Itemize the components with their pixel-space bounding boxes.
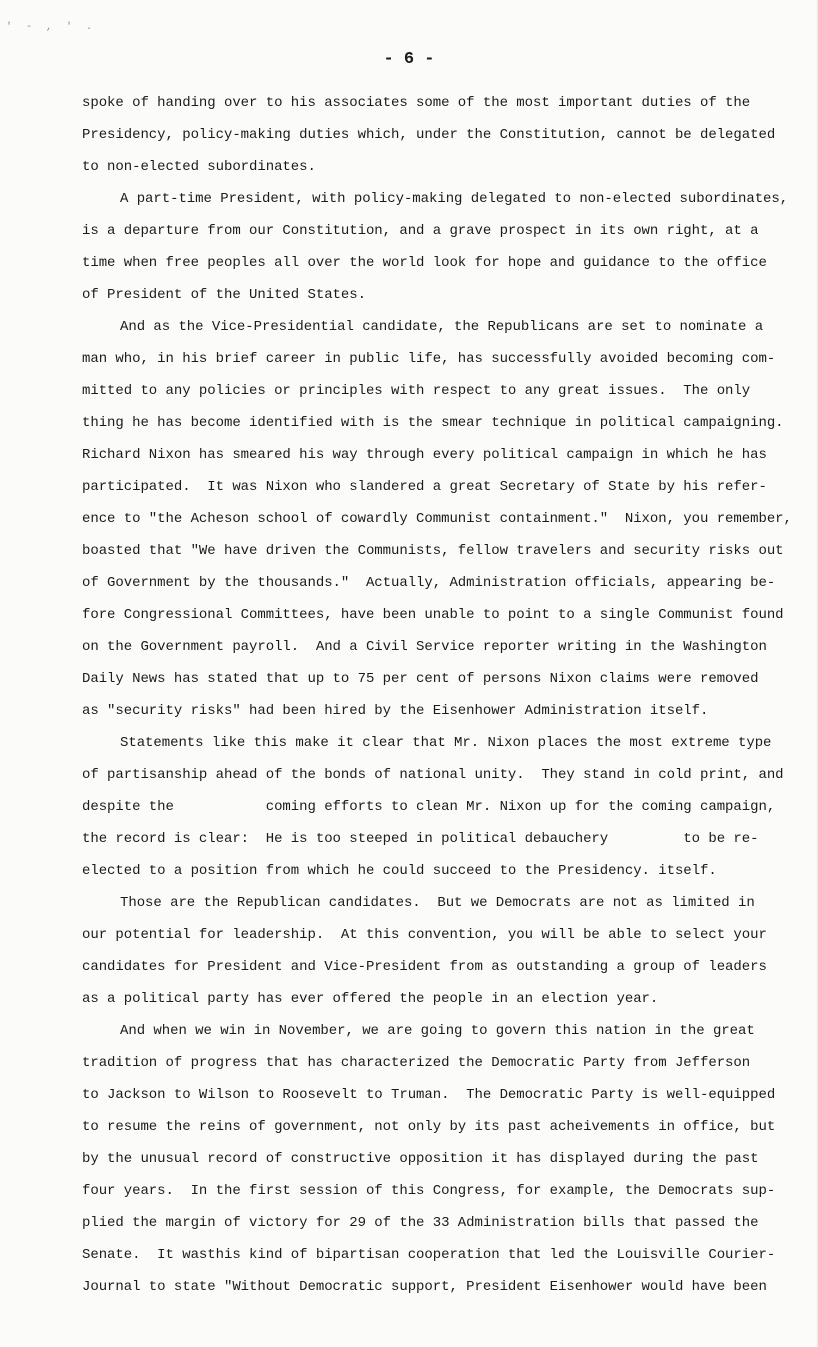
text-line: four years. In the first session of this Congress, for example, the Democrats sup- (82, 1183, 776, 1199)
text-line: A part-time President, with policy-making delegated to non-elected subordinates, (120, 191, 789, 207)
text-line: tradition of progress that has characterized the Democratic Party from Jefferson (82, 1055, 751, 1071)
text-line: on the Government payroll. And a Civil Service reporter writing in the Washington (82, 639, 767, 655)
text-line: as "security risks" had been hired by the Eisenhower Administration itself. (82, 703, 709, 719)
text-line: Richard Nixon has smeared his way through every political campaign in which he has (82, 447, 767, 463)
text-line: fore Congressional Committees, have been unable to point to a single Communist found (82, 607, 784, 623)
text-line: Statements like this make it clear that Mr. Nixon places the most extreme type (120, 735, 772, 751)
text-line: our potential for leadership. At this convention, you will be able to select your (82, 927, 767, 943)
text-line: to Jackson to Wilson to Roosevelt to Truman. The Democratic Party is well-equipped (82, 1087, 776, 1103)
text-line: of partisanship ahead of the bonds of national unity. They stand in cold print, and (82, 767, 784, 783)
text-line: man who, in his brief career in public life, has successfully avoided becoming com- (82, 351, 776, 367)
text-line: ence to "the Acheson school of cowardly Communist containment." Nixon, you remember, (82, 511, 792, 527)
text-line: of President of the United States. (82, 287, 366, 303)
text-line: mitted to any policies or principles with respect to any great issues. The only (82, 383, 751, 399)
text-line: spoke of handing over to his associates some of the most important duties of the (82, 95, 751, 111)
text-line: by the unusual record of constructive opposition it has displayed during the past (82, 1151, 759, 1167)
text-line: Journal to state "Without Democratic support, President Eisenhower would have been (82, 1279, 767, 1295)
text-line: elected to a position from which he could succeed to the Presidency. itself. (82, 863, 717, 879)
text-line: is a departure from our Constitution, and a grave prospect in its own right, at a (82, 223, 759, 239)
text-line: despite the coming efforts to clean Mr. Nixon up for the coming campaign, (82, 799, 776, 815)
text-line: to non-elected subordinates. (82, 159, 316, 175)
text-line: Senate. It wasthis kind of bipartisan cooperation that led the Louisville Courier- (82, 1247, 776, 1263)
text-line: plied the margin of victory for 29 of the 33 Administration bills that passed the (82, 1215, 759, 1231)
text-line: Daily News has stated that up to 75 per cent of persons Nixon claims were removed (82, 671, 759, 687)
text-line: boasted that "We have driven the Communists, fellow travelers and security risks out (82, 543, 784, 559)
edge-marks: ' - , ' . (6, 22, 97, 33)
body-text (82, 91, 792, 1307)
page-number: - 6 - (383, 50, 435, 69)
text-line: participated. It was Nixon who slandered a great Secretary of State by his refer- (82, 479, 767, 495)
text-line: And as the Vice-Presidential candidate, the Republicans are set to nominate a (120, 319, 764, 335)
text-line: as a political party has ever offered the people in an election year. (82, 991, 659, 1007)
text-line: time when free peoples all over the world look for hope and guidance to the office (82, 255, 767, 271)
text-line: Presidency, policy-making duties which, under the Constitution, cannot be delegated (82, 127, 776, 143)
text-line: thing he has become identified with is the smear technique in political campaigning. (82, 415, 784, 431)
text-line: of Government by the thousands." Actually, Administration officials, appearing be- (82, 575, 776, 591)
text-line: to resume the reins of government, not only by its past acheivements in office, but (82, 1119, 776, 1135)
text-line: candidates for President and Vice-President from as outstanding a group of leaders (82, 959, 767, 975)
text-line: And when we win in November, we are going to govern this nation in the great (120, 1023, 755, 1039)
text-line: Those are the Republican candidates. But we Democrats are not as limited in (120, 895, 755, 911)
text-line: the record is clear: He is too steeped in political debauchery to be re- (82, 831, 759, 847)
